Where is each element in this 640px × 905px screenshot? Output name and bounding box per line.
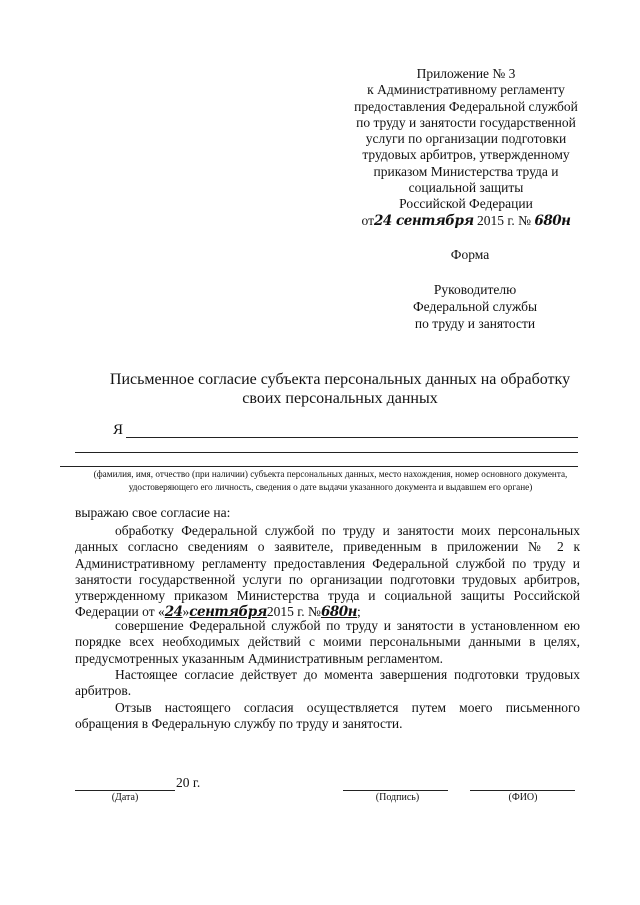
signature-fill-line[interactable]: [343, 790, 448, 791]
handwritten-day: 24: [164, 604, 183, 621]
handwritten-number: 680н: [320, 604, 357, 621]
document-title: [90, 370, 590, 408]
appendix-line: Российской Федерации: [399, 196, 533, 212]
fill-line-name[interactable]: [126, 437, 578, 438]
appendix-line: приказом Министерства труда и: [373, 163, 559, 179]
handwritten-month: сентября: [189, 604, 267, 621]
body-text: №: [308, 604, 321, 620]
ya-label: Я: [113, 422, 124, 438]
addressee-line: Руководителю: [433, 282, 517, 297]
title-line: своих персональных данных: [242, 390, 438, 407]
body-paragraph-intro: выражаю свое согласие на:: [75, 505, 231, 520]
appendix-line: к Административному регламенту: [367, 82, 565, 98]
addressee-line: по труду и занятости: [414, 316, 536, 331]
handwritten-order-number: 680н: [534, 212, 571, 229]
addressee-block: [385, 281, 565, 332]
year-text: 20 г.: [176, 775, 201, 790]
caption-line: (фамилия, имя, отчество (при наличии) субъекта персональных данных, место нахождения, номер основного документа,: [93, 469, 568, 479]
date-caption: (Дата): [111, 792, 139, 803]
body-text: »: [182, 604, 190, 620]
appendix-line: предоставления Федеральной службой: [354, 98, 578, 114]
date-fill-line[interactable]: [75, 790, 175, 791]
body-paragraph-actions: совершение Федеральной службой по труду и занятости в установленном ею порядке всех необходимых действий с моими персональными данными в целях, предусмотренных указанным Административным регламентом.: [75, 618, 580, 666]
addressee-line: Федеральной службы: [412, 299, 538, 314]
date-prefix: от: [361, 212, 375, 228]
date-year: 2015 г. №: [477, 212, 532, 228]
title-line: Письменное согласие субъекта персональных данных на обработку: [109, 371, 571, 388]
fio-caption: [58, 468, 603, 493]
caption-line: удостоверяющего его личность, сведения о дате выдачи указанного документа и выдавшем его органе): [128, 481, 533, 492]
fill-line[interactable]: [60, 466, 578, 467]
appendix-line: социальной защиты: [408, 180, 524, 196]
body-paragraph-processing: [75, 523, 580, 621]
appendix-line: услуги по организации подготовки: [365, 131, 567, 147]
fio-caption-short: (ФИО): [508, 792, 538, 803]
appendix-line: по труду и занятости государственной: [356, 114, 576, 130]
body-text: обработку Федеральной службой по труду и занятости моих персональных данных согласно сведениям о заявителе, приведенным в приложении № 2 к Административному регламенту предоставления Федеральной службой по труду и занятости государственной услуги по организации подготовки трудовых арбитров, утвержденному приказом Министерства труда и социальной защиты Российской Федерации от «: [75, 523, 580, 620]
signature-caption: (Подпись): [375, 792, 420, 803]
body-text: 2015 г.: [266, 604, 305, 620]
body-paragraph-revocation: Отзыв настоящего согласия осуществляется путем моего письменного обращения в Федеральную службу по труду и занятости.: [75, 700, 580, 732]
handwritten-date: 24 сентября: [374, 212, 474, 229]
appendix-date-line: [330, 213, 602, 229]
form-label: Форма: [450, 247, 490, 262]
body-text: ;: [356, 604, 361, 620]
fio-fill-line[interactable]: [470, 790, 575, 791]
appendix-header: [330, 66, 602, 229]
appendix-line: Приложение № 3: [416, 66, 516, 81]
fill-line[interactable]: [75, 452, 578, 453]
body-paragraph-validity: Настоящее согласие действует до момента завершения подготовки трудовых арбитров.: [75, 667, 580, 699]
appendix-line: трудовых арбитров, утвержденному: [362, 147, 570, 163]
